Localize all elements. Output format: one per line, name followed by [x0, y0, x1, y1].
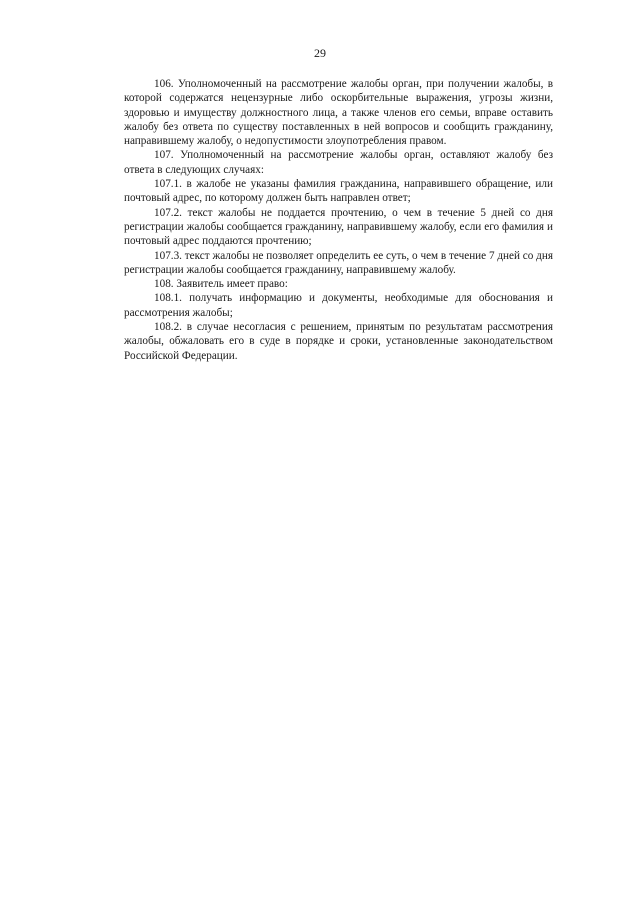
paragraph-107-3: 107.3. текст жалобы не позволяет определить ее суть, о чем в течение 7 дней со дня регистрации жалобы сообщается гражданину, направившему жалобу. [124, 249, 553, 276]
paragraph-108-1: 108.1. получать информацию и документы, необходимые для обоснования и рассмотрения жалобы; [124, 292, 553, 319]
paragraph-107-2: 107.2. текст жалобы не поддается прочтению, о чем в течение 5 дней со дня регистрации жалобы сообщается гражданину, направившему жалобу, если его фамилия и почтовый адрес поддаются прочтению; [124, 206, 553, 248]
document-body [124, 77, 553, 363]
page-number: 29 [314, 46, 326, 60]
paragraph-108-2: 108.2. в случае несогласия с решением, принятым по результатам рассмотрения жалобы, обжаловать его в суде в порядке и сроки, установленные законодательством Российской Федерации. [124, 321, 553, 362]
paragraph-107: 107. Уполномоченный на рассмотрение жалобы орган, оставляют жалобу без ответа в следующих случаях: [124, 149, 553, 176]
paragraph-108: 108. Заявитель имеет право: [154, 278, 288, 291]
paragraph-107-1: 107.1. в жалобе не указаны фамилия гражданина, направившего обращение, или почтовый адрес, по которому должен быть направлен ответ; [124, 178, 553, 205]
paragraph-106: 106. Уполномоченный на рассмотрение жалобы орган, при получении жалобы, в которой содержатся нецензурные либо оскорбительные выражения, угрозы жизни, здоровью и имуществу должностного лица, а также членов его семьи, вправе оставить жалобу без ответа по существу поставленных в ней вопросов и сообщить гражданину, направившему жалобу, о недопустимости злоупотребления правом. [124, 78, 553, 148]
